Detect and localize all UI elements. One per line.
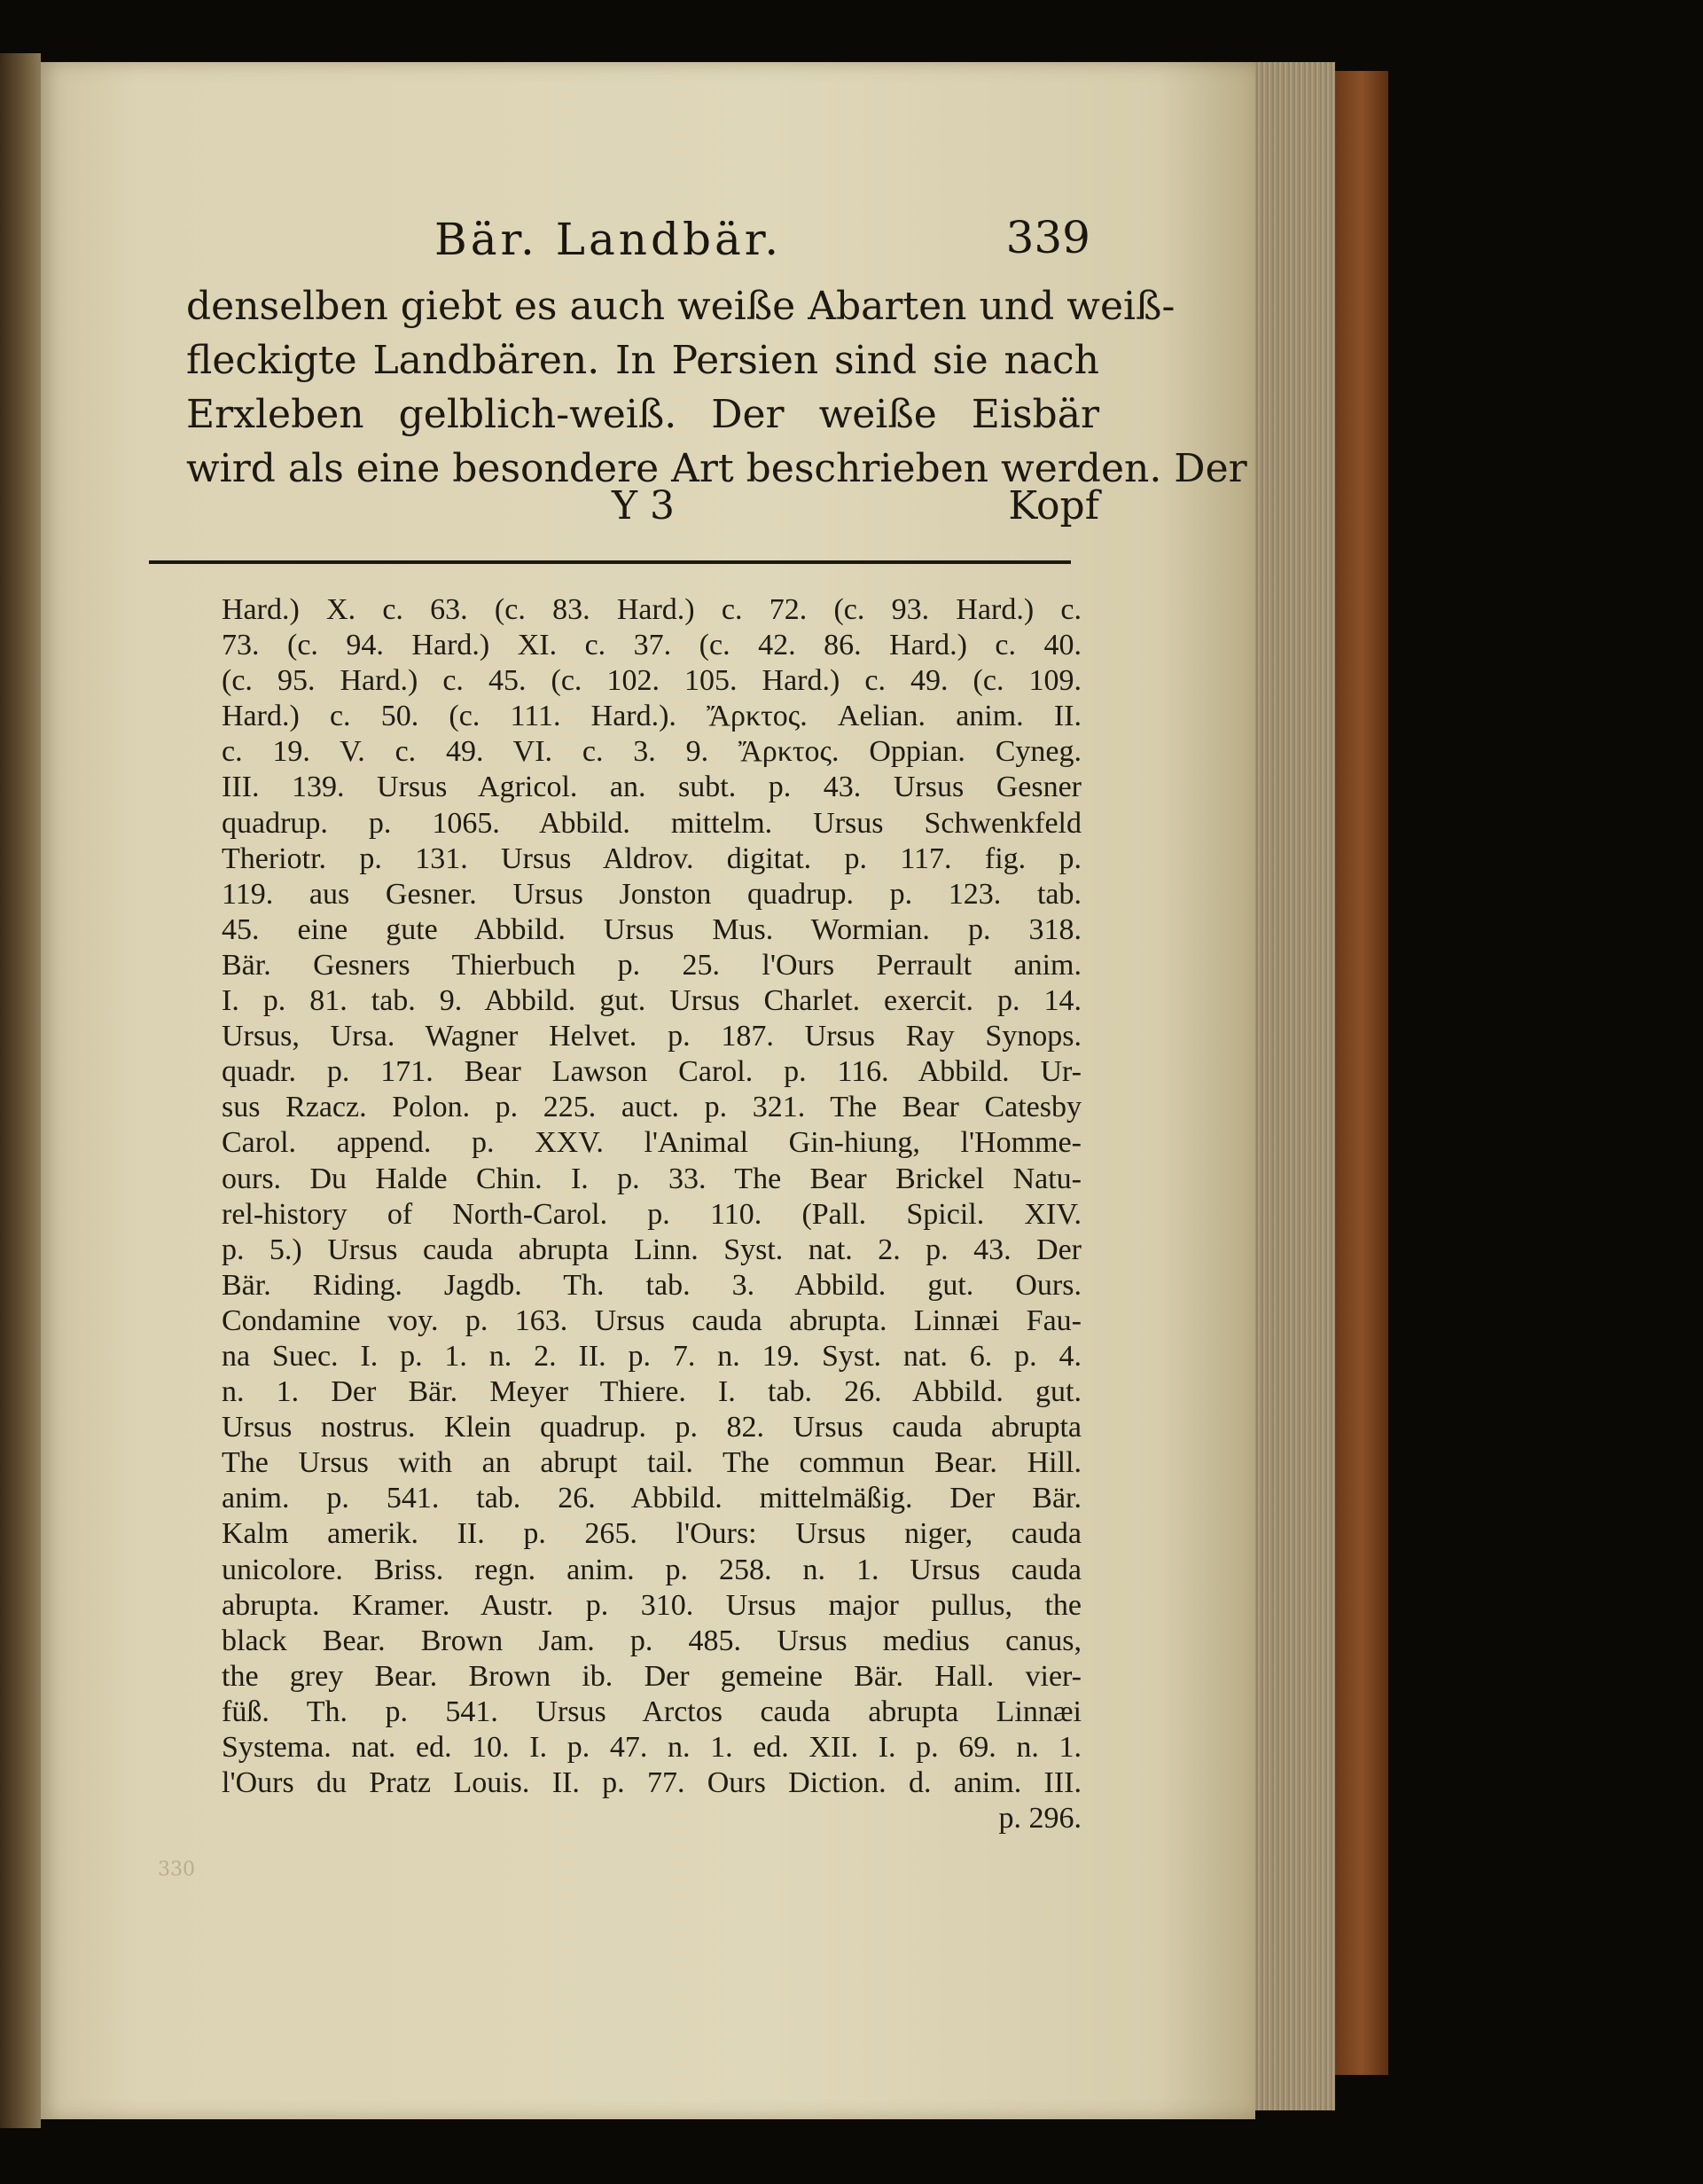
footnote-line: na Suec. I. p. 1. n. 2. II. p. 7. n. 19. Syst. nat. 6. p. 4. [222,1339,1082,1373]
page-number: 339 [1005,212,1090,263]
footnote-line: quadrup. p. 1065. Abbild. mittelm. Ursus Schwenkfeld [222,806,1082,840]
page-footer [186,483,1099,538]
footnote-line: Bär. Riding. Jagdb. Th. tab. 3. Abbild. gut. Ours. [222,1268,1082,1302]
text-line: denselben giebt es auch weiße Abarten und weiß- [186,284,1176,329]
footnote-line: Theriotr. p. 131. Ursus Aldrov. digitat. p. 117. fig. p. [222,842,1082,875]
footnote-line: (c. 95. Hard.) c. 45. (c. 102. 105. Hard.) c. 49. (c. 109. [222,664,1082,698]
footnote-line: black Bear. Brown Jam. p. 485. Ursus medius canus, [222,1624,1082,1657]
book-cover-edge [1335,71,1388,2075]
text-line: Erxleben gelblich-weiß. Der weiße Eisbär [186,392,1099,437]
footnote-line: Bär. Gesners Thierbuch p. 25. l'Ours Perrault anim. [222,948,1082,982]
page-header [186,208,1099,279]
footnote-line: 73. (c. 94. Hard.) XI. c. 37. (c. 42. 86. Hard.) c. 40. [222,629,1082,662]
running-title: Bär. Landbär. [434,214,783,265]
footnote-line: 119. aus Gesner. Ursus Jonston quadrup. p. 123. tab. [222,877,1082,911]
footnote-line: p. 5.) Ursus cauda abrupta Linn. Syst. nat. 2. p. 43. Der [222,1233,1082,1266]
page-stack-edge [1255,62,1335,2110]
footnote-line: the grey Bear. Brown ib. Der gemeine Bär. Hall. vier- [222,1659,1082,1693]
main-text [186,284,1247,500]
footnote-line: Systema. nat. ed. 10. I. p. 47. n. 1. ed. XII. I. p. 69. n. 1. [222,1731,1082,1764]
catchword: Kopf [1008,483,1099,528]
footnote-line: n. 1. Der Bär. Meyer Thiere. I. tab. 26. Abbild. gut. [222,1375,1082,1409]
footnote-line: ours. Du Halde Chin. I. p. 33. The Bear Brickel Natu- [222,1162,1082,1195]
footnote-divider [149,560,1071,564]
footnote-line: I. p. 81. tab. 9. Abbild. gut. Ursus Charlet. exercit. p. 14. [222,984,1082,1018]
footnotes [222,592,1082,1836]
text-line: wird als eine besondere Art beschrieben werden. Der [186,446,1247,491]
footnote-line: unicolore. Briss. regn. anim. p. 258. n. 1. Ursus cauda [222,1553,1082,1586]
footnote-line: quadr. p. 171. Bear Lawson Carol. p. 116. Abbild. Ur- [222,1055,1082,1089]
footnote-line: III. 139. Ursus Agricol. an. subt. p. 43. Ursus Gesner [222,771,1082,804]
footnote-line: Carol. append. p. XXV. l'Animal Gin-hiung, l'Homme- [222,1126,1082,1160]
footnote-line: Ursus nostrus. Klein quadrup. p. 82. Ursus cauda abrupta [222,1411,1082,1444]
footnote-line: Ursus, Ursa. Wagner Helvet. p. 187. Ursus Ray Synops. [222,1020,1082,1053]
footnote-line: The Ursus with an abrupt tail. The commun Bear. Hill. [222,1446,1082,1480]
footnote-line: Condamine voy. p. 163. Ursus cauda abrupta. Linnæi Fau- [222,1303,1082,1337]
footnote-line: rel-history of North-Carol. p. 110. (Pall. Spicil. XIV. [222,1197,1082,1231]
faint-stamp: 330 [158,1859,195,1881]
text-line: fleckigte Landbären. In Persien sind sie nach [186,338,1099,383]
footnote-line: Hard.) X. c. 63. (c. 83. Hard.) c. 72. (c. 93. Hard.) c. [222,593,1082,626]
signature-mark: Y 3 [612,483,676,528]
footnote-line: l'Ours du Pratz Louis. II. p. 77. Ours Diction. d. anim. III. [222,1766,1082,1800]
footnote-line: füß. Th. p. 541. Ursus Arctos cauda abrupta Linnæi [222,1695,1082,1728]
footnote-line: 45. eine gute Abbild. Ursus Mus. Wormian. p. 318. [222,912,1082,946]
footnote-line: Hard.) c. 50. (c. 111. Hard.). Ἄρκτος. Aelian. anim. II. [222,700,1082,733]
footnote-line: p. 296. [998,1802,1082,1836]
footnote-line: sus Rzacz. Polon. p. 225. auct. p. 321. The Bear Catesby [222,1091,1082,1124]
left-page-edge [0,53,41,2128]
footnote-line: anim. p. 541. tab. 26. Abbild. mittelmäßig. Der Bär. [222,1482,1082,1515]
footnote-line: Kalm amerik. II. p. 265. l'Ours: Ursus niger, cauda [222,1517,1082,1551]
footnote-line: abrupta. Kramer. Austr. p. 310. Ursus major pullus, the [222,1588,1082,1622]
footnote-line: c. 19. V. c. 49. VI. c. 3. 9. Ἄρκτος. Oppian. Cyneg. [222,735,1082,769]
